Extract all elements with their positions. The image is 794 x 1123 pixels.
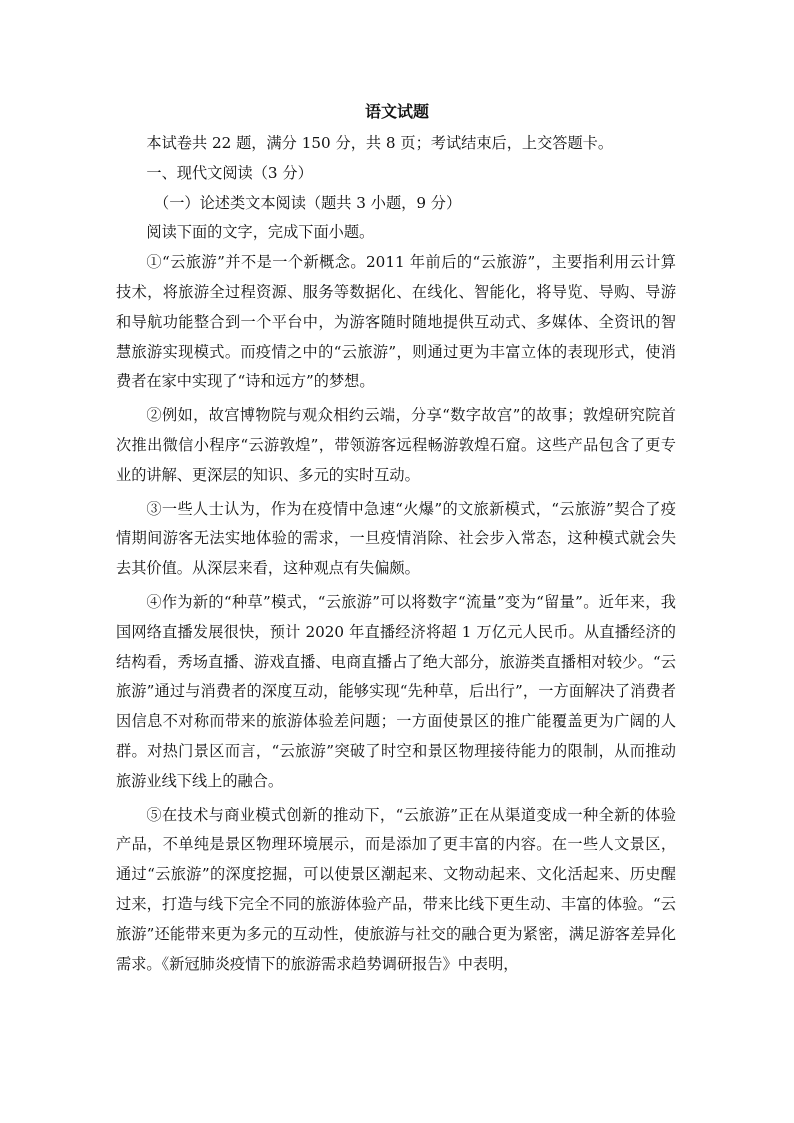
subsection-heading: （一）论述类文本阅读（题共 3 小题，9 分）: [154, 193, 462, 212]
passage-paragraph-1: ①“云旅游”并不是一个新概念。2011 年前后的“云旅游”，主要指利用云计算技术，将旅游全过程资源、服务等数据化、在线化、智能化，将导览、导购、导游和导航功能整合到一个平台中，为游客随时随地提供互动式、多媒体、全资讯的智慧旅游实现模式。而疫情之中的“云旅游”，则通过更为丰富立体的表现形式，使消费者在家中实现了“诗和远方”的梦想。: [116, 253, 676, 391]
reading-instruction: 阅读下面的文字，完成下面小题。: [146, 223, 375, 242]
passage-paragraph-3: ③一些人士认为，作为在疫情中急速“火爆”的文旅新模式，“云旅游”契合了疫情期间游客无法实地体验的需求，一旦疫情消除、社会步入常态，这种模式就会失去其价值。从深层来看，这种观点有失偏颇。: [116, 499, 676, 578]
passage-paragraph-2: ②例如，故宫博物院与观众相约云端，分享“数字故宫”的故事；敦煌研究院首次推出微信小程序“云游敦煌”，带领游客远程畅游敦煌石窟。这些产品包含了更专业的讲解、更深层的知识、多元的实时互动。: [116, 406, 676, 484]
section-heading: 一、现代文阅读（3 分）: [146, 163, 313, 182]
passage-paragraph-4: ④作为新的“种草”模式，“云旅游”可以将数字“流量”变为“留量”。近年来，我国网络直播发展很快，预计 2020 年直播经济将超 1 万亿元人民币。从直播经济的结构看，秀场直播、游戏直播、电商直播占了绝大部分，旅游类直播相对较少。“云旅游”通过与消费者的深度互动，能够实现“先种草，后出行”，一方面解决了消费者因信息不对称而带来的旅游体验差问题；一方面使景区的推广能覆盖更为广阔的人群。对热门景区而言，“云旅游”突破了时空和景区物理接待能力的限制，从而推动旅游业线下线上的融合。: [116, 592, 676, 790]
document-body: [116, 129, 676, 979]
document-title: 语文试题: [364, 102, 429, 121]
exam-instructions: 本试卷共 22 题，满分 150 分，共 8 页；考试结束后，上交答题卡。: [146, 134, 614, 152]
passage-paragraph-5: ⑤在技术与商业模式创新的推动下，“云旅游”正在从渠道变成一种全新的体验产品，不单纯是景区物理环境展示，而是添加了更丰富的内容。在一些人文景区，通过“云旅游”的深度挖掘，可以使景区潮起来、文物动起来、文化活起来、历史醒过来，打造与线下完全不同的旅游体验产品，带来比线下更生动、丰富的体验。“云旅游”还能带来更为多元的互动性，使旅游与社交的融合更为紧密，满足游客差异化需求。《新冠肺炎疫情下的旅游需求趋势调研报告》中表明，: [116, 805, 676, 973]
